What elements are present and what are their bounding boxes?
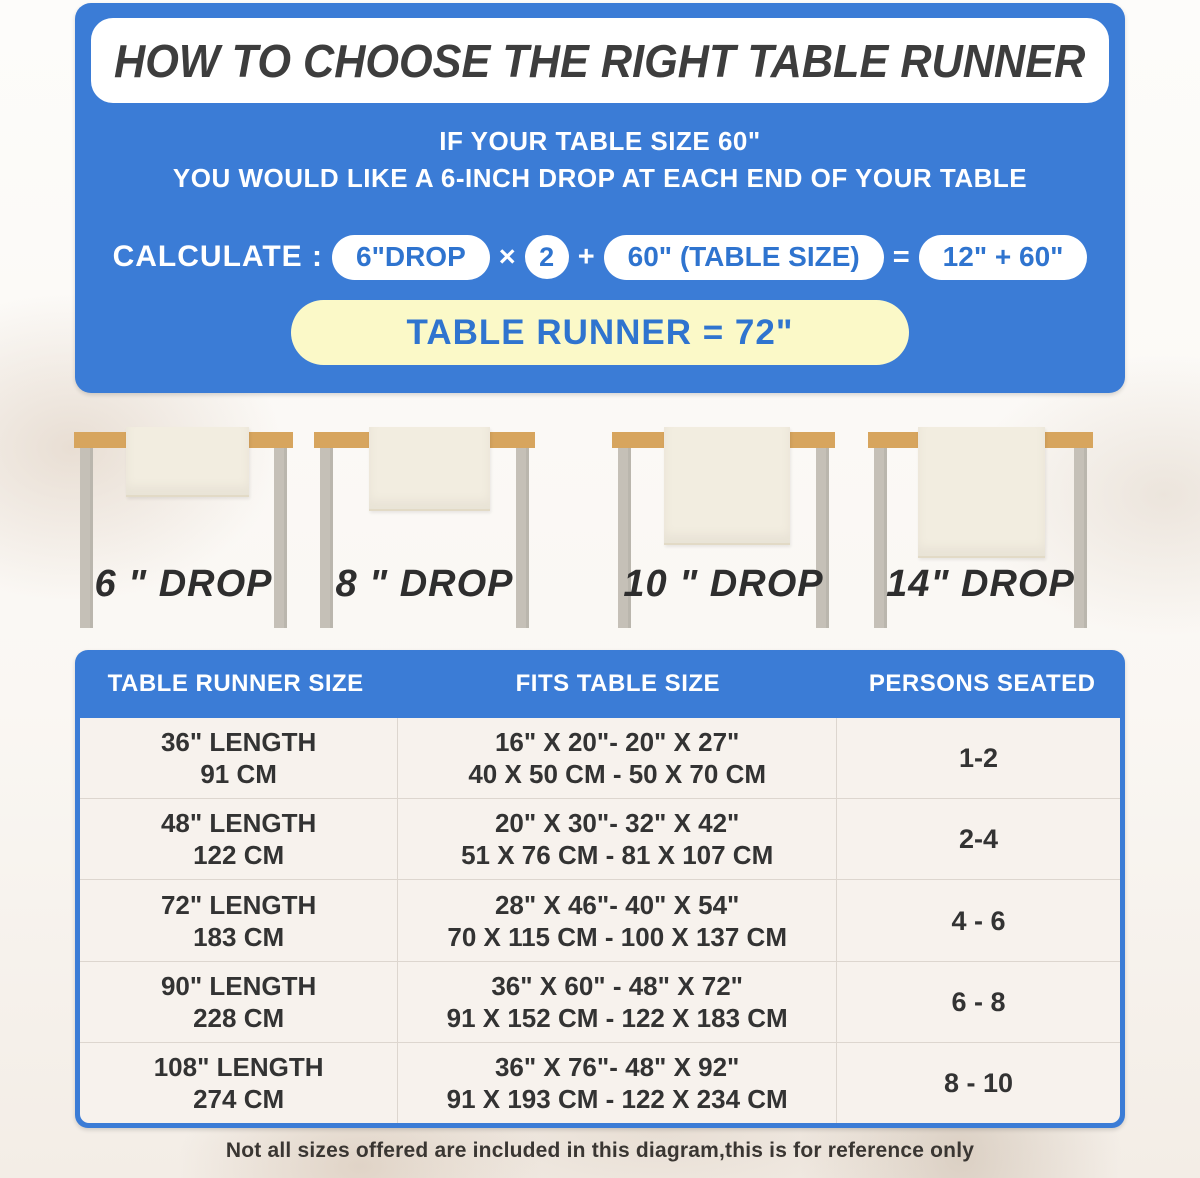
intro-text: [75, 123, 1125, 197]
drop-label: 6 " DROP: [94, 563, 273, 605]
equals-sign: =: [892, 240, 910, 273]
column-header-runner-size: TABLE RUNNER SIZE: [107, 670, 364, 697]
runner-length-inches: 48" LENGTH: [160, 808, 317, 839]
table-row: [80, 1043, 1120, 1123]
fits-size-inches: 16" X 20"- 20" X 27": [494, 727, 740, 758]
size-table-panel: [75, 650, 1125, 1128]
plus-sign: +: [577, 240, 595, 273]
runner-cloth: [126, 427, 249, 497]
table-row: [80, 962, 1120, 1043]
drop-label: 10 " DROP: [623, 563, 824, 605]
multiplier-badge: 2: [525, 235, 569, 279]
size-table-header: [75, 650, 1125, 718]
table-row: [80, 718, 1120, 799]
persons-cell: 6 - 8: [951, 986, 1006, 1017]
result-pill: TABLE RUNNER = 72": [291, 300, 909, 365]
fits-size-cm: 40 X 50 CM - 50 X 70 CM: [468, 759, 767, 790]
fits-size-cell: [398, 718, 837, 798]
runner-size-cell: [80, 1043, 398, 1123]
runner-size-cell: [80, 718, 398, 798]
runner-length-cm: 228 CM: [193, 1002, 285, 1033]
fits-size-cm: 70 X 115 CM - 100 X 137 CM: [447, 921, 787, 952]
runner-length-cm: 274 CM: [193, 1083, 285, 1114]
runner-cloth: [664, 427, 790, 545]
drop-value-pill: 6"DROP: [332, 235, 490, 280]
runner-size-cell: [80, 962, 398, 1042]
fits-size-cell: [398, 880, 837, 960]
runner-length-cm: 91 CM: [200, 759, 277, 790]
runner-size-cell: [80, 880, 398, 960]
runner-length-inches: 72" LENGTH: [160, 889, 317, 920]
disclaimer-note: Not all sizes offered are included in this diagram,this is for reference only: [225, 1139, 975, 1162]
calculation-formula: [83, 235, 1117, 280]
fits-size-cm: 91 X 152 CM - 122 X 183 CM: [446, 1002, 788, 1033]
column-header-fits-size: FITS TABLE SIZE: [515, 670, 721, 697]
drop-figure-6: [74, 425, 293, 645]
runner-cloth: [918, 427, 1045, 558]
table-row: [80, 880, 1120, 961]
fits-size-cm: 51 X 76 CM - 81 X 107 CM: [461, 840, 774, 871]
fits-size-inches: 28" X 46"- 40" X 54": [494, 889, 740, 920]
instruction-panel: [75, 3, 1125, 393]
persons-cell: 4 - 6: [951, 905, 1006, 936]
fits-size-cell: [398, 1043, 837, 1123]
title-bar: [91, 18, 1109, 103]
page-title: HOW TO CHOOSE THE RIGHT TABLE RUNNER: [114, 34, 1086, 87]
drop-figure-10: [612, 425, 835, 645]
size-table-body: [80, 718, 1120, 1123]
column-header-persons: PERSONS SEATED: [868, 670, 1096, 697]
fits-size-cm: 91 X 193 CM - 122 X 234 CM: [446, 1083, 788, 1114]
runner-length-inches: 108" LENGTH: [153, 1051, 324, 1082]
runner-length-inches: 90" LENGTH: [160, 970, 317, 1001]
sum-pill: 12" + 60": [919, 235, 1088, 280]
persons-cell: 1-2: [959, 743, 999, 774]
multiply-sign: ×: [498, 240, 516, 273]
table-row: [80, 799, 1120, 880]
fits-size-cell: [398, 962, 837, 1042]
runner-length-inches: 36" LENGTH: [160, 727, 317, 758]
drop-figure-14: [868, 425, 1093, 645]
persons-cell: 2-4: [959, 824, 999, 855]
fits-size-inches: 36" X 76"- 48" X 92": [494, 1051, 740, 1082]
runner-length-cm: 122 CM: [193, 840, 285, 871]
runner-cloth: [369, 427, 490, 511]
drop-label: 14" DROP: [886, 563, 1075, 605]
fits-size-inches: 20" X 30"- 32" X 42": [494, 808, 740, 839]
fits-size-inches: 36" X 60" - 48" X 72": [491, 970, 743, 1001]
intro-line-2: YOU WOULD LIKE A 6-INCH DROP AT EACH END OF YOUR TABLE: [172, 163, 1028, 193]
persons-cell: 8 - 10: [944, 1067, 1014, 1098]
calculate-label: CALCULATE :: [112, 240, 323, 274]
runner-size-cell: [80, 799, 398, 879]
table-size-pill: 60" (TABLE SIZE): [604, 235, 884, 280]
drop-label: 8 " DROP: [335, 563, 514, 605]
drop-figure-8: [314, 425, 535, 645]
fits-size-cell: [398, 799, 837, 879]
runner-length-cm: 183 CM: [193, 921, 285, 952]
intro-line-1: IF YOUR TABLE SIZE 60": [439, 126, 761, 156]
